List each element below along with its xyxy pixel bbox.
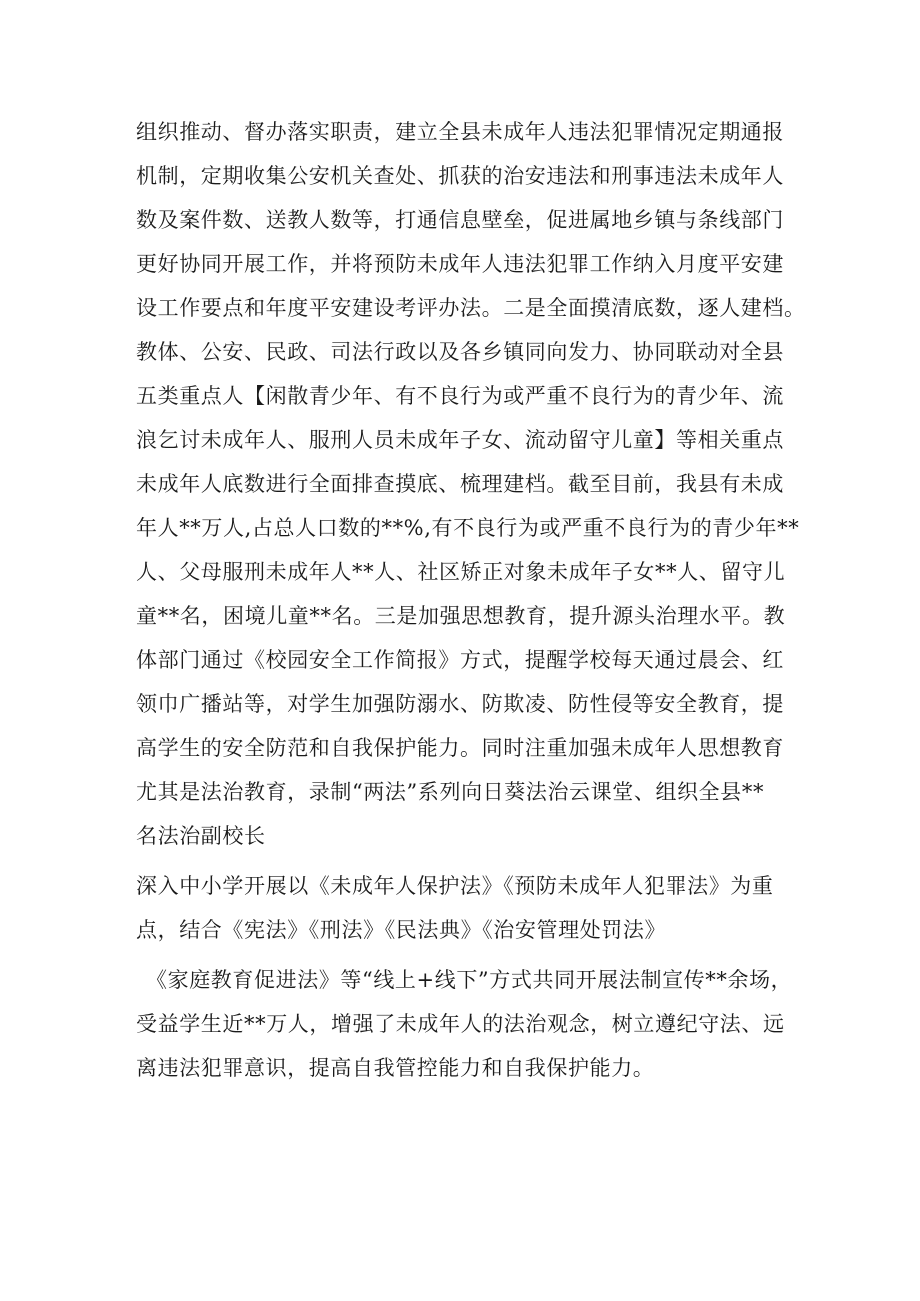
text-line: 离违法犯罪意识，提高自我管控能力和自我保护能力。 — [136, 1056, 655, 1080]
text-line: 体部门通过《校园安全工作简报》方式，提醒学校每天通过晨会、红 — [136, 648, 784, 672]
text-line: 人、父母服刑未成年人**人、社区矫正对象未成年子女**人、留守儿 — [136, 560, 786, 584]
text-line: 高学生的安全防范和自我保护能力。同时注重加强未成年人思想教育 — [136, 736, 784, 760]
text-line: 更好协同开展工作，并将预防未成年人违法犯罪工作纳入月度平安建 — [136, 252, 784, 276]
text-line: 教体、公安、民政、司法行政以及各乡镇同向发力、协同联动对全县 — [136, 340, 784, 364]
text-line: 数及案件数、送教人数等，打通信息壁垒，促进属地乡镇与条线部门 — [136, 208, 784, 232]
text-line: 尤其是法治教育，录制“两法”系列向日葵法治云课堂、组织全县** — [136, 780, 765, 804]
text-line: 组织推动、督办落实职责，建立全县未成年人违法犯罪情况定期通报 — [136, 120, 784, 144]
text-line: 年人**万人,占总人口数的**%,有不良行为或严重不良行为的青少年** — [136, 516, 800, 540]
text-line: 童**名，困境儿童**名。三是加强思想教育，提升源头治理水平。教 — [136, 604, 786, 628]
text-line: 受益学生近**万人，增强了未成年人的法治观念，树立遵纪守法、远 — [136, 1012, 785, 1036]
text-line: 名法治副校长 — [136, 824, 266, 848]
text-line: 《家庭教育促进法》等“线上+线下”方式共同开展法制宣传**余场， — [146, 968, 793, 992]
text-line: 设工作要点和年度平安建设考评办法。二是全面摸清底数，逐人建档。 — [136, 296, 806, 320]
text-line: 浪乞讨未成年人、服刑人员未成年子女、流动留守儿童】等相关重点 — [136, 428, 784, 452]
text-line: 机制，定期收集公安机关查处、抓获的治安违法和刑事违法未成年人 — [136, 164, 784, 188]
text-line: 深入中小学开展以《未成年人保护法》《预防未成年人犯罪法》为重 — [136, 874, 774, 898]
text-line: 五类重点人【闲散青少年、有不良行为或严重不良行为的青少年、流 — [136, 384, 784, 408]
text-line: 点，结合《宪法》《刑法》《民法典》《治安管理处罚法》 — [136, 918, 667, 942]
text-line: 未成年人底数进行全面排查摸底、梳理建档。截至目前，我县有未成 — [136, 472, 784, 496]
text-line: 领巾广播站等，对学生加强防溺水、防欺凌、防性侵等安全教育，提 — [136, 692, 784, 716]
